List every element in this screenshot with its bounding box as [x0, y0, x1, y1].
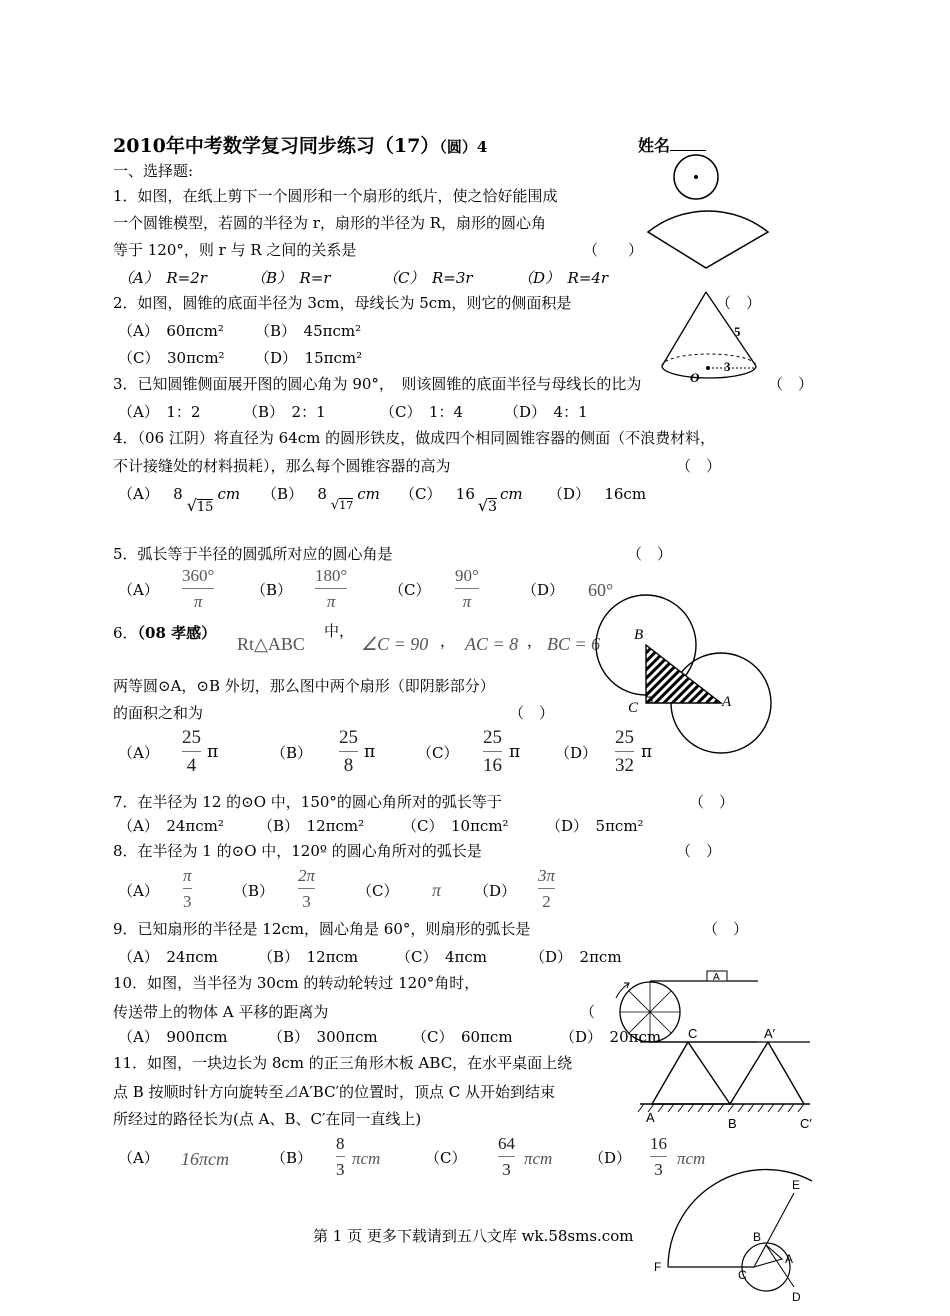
q5-b-num: 180° — [315, 566, 348, 585]
q5-option-c-label: （C） — [389, 581, 431, 599]
q3-option-c: （C） 1：4 — [380, 403, 464, 421]
q4-c-coef: 16 — [455, 485, 475, 503]
q8-option-c-label: （C） — [357, 882, 399, 900]
q4-c-unit: cm — [500, 485, 523, 503]
q11-option-a-label: （A） — [118, 1149, 159, 1167]
q12-label-b: B — [753, 1230, 762, 1244]
q2-slant-label: 5 — [734, 324, 741, 339]
q11-label-b: B — [728, 1116, 737, 1131]
q7-option-b: （B） 12πcm² — [258, 817, 365, 835]
q5-option-d-value: 60° — [588, 580, 614, 600]
q11-label-a: A — [646, 1110, 655, 1125]
q2-option-d: （D） 15πcm² — [255, 349, 363, 367]
q8-option-a-frac — [183, 867, 192, 910]
q11-option-b-frac — [336, 1135, 345, 1178]
q10-option-b: （B） 300πcm — [268, 1028, 378, 1046]
q10-paren: （ — [580, 1003, 596, 1021]
q11-label-c: C — [688, 1026, 698, 1041]
q6-c-den: 16 — [483, 755, 502, 776]
q1-option-b: （B） R=r — [251, 269, 331, 287]
q7-text: 7．在半径为 12 的⊙O 中，150°的圆心角所对的弧长等于 — [113, 793, 502, 811]
q1-line3: 等于 120°，则 r 与 R 之间的关系是 — [113, 241, 357, 259]
q3-option-d: （D） 4：1 — [504, 403, 588, 421]
q11-b-num: 8 — [336, 1134, 345, 1153]
q11-option-a-value: 16πcm — [181, 1149, 230, 1169]
q2-option-b: （B） 45πcm² — [255, 322, 362, 340]
q8-b-den: 3 — [302, 892, 311, 911]
q6-a-pi: π — [207, 742, 219, 762]
q6-d-den: 32 — [615, 755, 634, 776]
q2-radius-label: 3 — [724, 359, 731, 374]
title-main: 2010年中考数学复习同步练习（17） — [113, 135, 440, 157]
q8-d-den: 2 — [542, 892, 551, 911]
q6-source: （08 孝感） — [137, 624, 217, 642]
q4-b-label: （B） — [262, 485, 304, 503]
q11-d-num: 16 — [650, 1134, 667, 1153]
q6-option-c-frac — [483, 728, 502, 775]
q1-line2: 一个圆锥模型，若圆的半径为 r，扇形的半径为 R，扇形的圆心角 — [113, 214, 547, 232]
q2-option-c: （C） 30πcm² — [118, 349, 225, 367]
q6-option-a-frac — [182, 728, 201, 775]
q6-label-a: A — [722, 694, 732, 710]
q6-ac: AC = 8 — [465, 634, 519, 654]
q3-text: 3．已知圆锥侧面展开图的圆心角为 90°， 则该圆锥的底面半径与母线长的比为 — [113, 375, 642, 393]
q4-c-radicand: 3 — [488, 499, 498, 515]
q11-triangle-abc-prime — [730, 1042, 804, 1104]
q6-b-num: 25 — [339, 727, 358, 748]
q10-option-a: （A） 900πcm — [118, 1028, 228, 1046]
q10-line2: 传送带上的物体 A 平移的距离为 — [113, 1003, 329, 1021]
q6-option-b-frac — [339, 728, 358, 775]
q5-a-num: 360° — [182, 566, 215, 585]
q5-c-num: 90° — [455, 566, 479, 585]
q5-a-den: π — [193, 592, 203, 611]
q6-number — [113, 622, 216, 643]
q6-label-c: C — [628, 700, 639, 716]
q5-option-a-label: （A） — [118, 581, 159, 599]
q6-d-pi: π — [641, 742, 653, 762]
q4-line1: 4．（06 江阴）将直径为 64cm 的圆形铁皮，做成四个相同圆锥容器的侧面（不浪费材料， — [113, 429, 716, 447]
q6-comma-2: ， — [527, 632, 543, 650]
q11-label-aprime: A′ — [764, 1026, 776, 1041]
q11-c-num: 64 — [498, 1134, 515, 1153]
q4-b-radicand: 17 — [339, 499, 354, 512]
q9-option-d: （D） 2πcm — [530, 948, 622, 966]
q11-option-c-label: （C） — [425, 1149, 467, 1167]
q7-paren: （ ） — [689, 793, 735, 811]
q10-line1: 10．如图，当半径为 30cm 的转动轮转过 120°角时， — [113, 974, 480, 992]
q2-paren: （ ） — [716, 294, 762, 312]
q11-b-unit: πcm — [352, 1149, 381, 1168]
q12-label-a: A — [785, 1252, 794, 1266]
q1-option-c: （C） R=3r — [383, 269, 473, 287]
q4-b-unit: cm — [357, 485, 380, 503]
q7-option-d: （D） 5πcm² — [546, 817, 644, 835]
q4-a-radicand: 15 — [196, 500, 214, 515]
q11-option-b-label: （B） — [271, 1149, 313, 1167]
q4-a-unit: cm — [217, 485, 241, 503]
q1-line1: 1．如图，在纸上剪下一个圆形和一个扇形的纸片，使之恰好能围成 — [113, 187, 558, 205]
q12-label-c: C — [738, 1268, 747, 1282]
q11-label-cprime: C′ — [800, 1116, 812, 1131]
q6-rt-triangle: Rt△ABC — [237, 634, 305, 654]
q6-option-a-label: （A） — [118, 744, 159, 762]
q5-option-a-frac — [182, 567, 214, 610]
q6-d-num: 25 — [615, 727, 634, 748]
q12-label-d: D — [792, 1290, 801, 1304]
q11-d-unit: πcm — [677, 1149, 706, 1168]
q11-line3: 所经过的路径长为(点 A、B、C′在同一直线上) — [113, 1110, 422, 1128]
page-title — [113, 131, 487, 158]
q11-c-unit: πcm — [524, 1149, 553, 1168]
q5-text: 5．弧长等于半径的圆弧所对应的圆心角是 — [113, 545, 393, 563]
q5-c-den: π — [462, 592, 472, 611]
q11-option-d-frac — [650, 1135, 667, 1178]
q11-triangle-abc — [652, 1042, 730, 1104]
q8-option-b-label: （B） — [233, 882, 275, 900]
q8-option-a-label: （A） — [118, 882, 159, 900]
q6-label-b: B — [634, 627, 644, 643]
q10-option-c: （C） 60πcm — [412, 1028, 513, 1046]
q11-line1: 11．如图，一块边长为 8cm 的正三角形木板 ABC，在水平桌面上绕 — [113, 1054, 573, 1072]
q11-option-c-frac — [498, 1135, 515, 1178]
q6-option-d-label: （D） — [555, 744, 598, 762]
q11-line2: 点 B 按顺时针方向旋转至⊿A′BC′的位置时，顶点 C 从开始到结束 — [113, 1083, 555, 1101]
q11-c-den: 3 — [502, 1160, 511, 1179]
q9-option-c: （C） 4πcm — [396, 948, 488, 966]
q6-angle-c: ∠C = 90 — [361, 634, 429, 654]
q4-b-coef: 8 — [317, 485, 327, 503]
q1-cone-net-figure — [640, 150, 775, 275]
q8-a-num: π — [183, 866, 192, 885]
q2-option-a: （A） 60πcm² — [118, 322, 224, 340]
q10-option-d: （D） 20πcm — [560, 1028, 662, 1046]
q8-option-c-value: π — [432, 880, 442, 900]
q6-zhong: 中， — [324, 622, 355, 640]
q11-triangles-figure — [640, 1020, 820, 1130]
q4-line2: 不计接缝处的材料损耗），那么每个圆锥容器的高为 — [113, 457, 451, 475]
q5-option-b-label: （B） — [251, 581, 293, 599]
q5-b-den: π — [326, 592, 336, 611]
q2-cone-figure — [656, 290, 766, 385]
q6-c-pi: π — [509, 742, 521, 762]
q3-paren: （ ） — [768, 375, 814, 393]
q11-option-d-label: （D） — [589, 1149, 632, 1167]
q4-c-label: （C） — [400, 485, 442, 503]
q6-label: 6． — [113, 624, 138, 642]
q8-d-num: 3π — [538, 866, 556, 885]
q4-a-label: （A） — [118, 485, 159, 503]
q4-a-coef: 8 — [173, 485, 183, 503]
q6-bc: BC = 6 — [547, 634, 601, 654]
q6-comma-1: ， — [440, 632, 456, 650]
q10-object-label: A — [713, 972, 720, 983]
q6-line3: 的面积之和为 — [113, 704, 204, 722]
section-heading: 一、选择题: — [113, 162, 194, 180]
q7-option-c: （C） 10πcm² — [402, 817, 509, 835]
q11-b-den: 3 — [336, 1160, 345, 1179]
q9-option-a: （A） 24πcm — [118, 948, 218, 966]
q8-a-den: 3 — [183, 892, 192, 911]
q4-option-c: （C） 16√3cm — [400, 485, 523, 515]
q8-paren: （ ） — [676, 842, 722, 860]
name-label-text: 姓名 — [638, 136, 671, 155]
q5-option-c-frac — [455, 567, 479, 610]
q6-option-c-label: （C） — [417, 744, 459, 762]
q2-text: 2．如图，圆锥的底面半径为 3cm，母线长为 5cm，则它的侧面积是 — [113, 294, 572, 312]
q9-paren: （ ） — [703, 920, 749, 938]
q8-option-b-frac — [298, 867, 315, 910]
q8-text: 8．在半径为 1 的⊙O 中，120º 的圆心角所对的弧长是 — [113, 842, 482, 860]
q9-text: 9．已知扇形的半径是 12cm，圆心角是 60°，则扇形的弧长是 — [113, 920, 531, 938]
q2-center-label: O — [690, 370, 700, 385]
q6-a-den: 4 — [186, 755, 197, 776]
q6-option-b-label: （B） — [271, 744, 313, 762]
q12-label-e: E — [792, 1178, 801, 1192]
q1-paren: （ ） — [583, 241, 644, 259]
q6-b-pi: π — [364, 742, 376, 762]
q6-c-num: 25 — [483, 727, 502, 748]
q4-option-d — [548, 483, 646, 504]
q5-option-d-label: （D） — [522, 581, 565, 599]
q3-option-b: （B） 2：1 — [243, 403, 326, 421]
q7-option-a: （A） 24πcm² — [118, 817, 224, 835]
q1-sector — [648, 211, 768, 268]
q8-option-d-frac — [538, 867, 555, 910]
q6-a-num: 25 — [182, 727, 201, 748]
q8-b-num: 2π — [298, 866, 316, 885]
q3-option-a: （A） 1：2 — [118, 403, 201, 421]
q5-option-b-frac — [315, 567, 347, 610]
q12-semicircle-figure — [650, 1175, 825, 1305]
q4-option-b: （B） 8√17cm — [262, 485, 380, 513]
q6-b-den: 8 — [343, 755, 354, 776]
page-footer: 第 1 页 更多下载请到五八文库 wk.58sms.com — [313, 1227, 634, 1245]
q12-label-f: F — [654, 1260, 662, 1274]
q6-line2: 两等圆⊙A，⊙B 外切，那么图中两个扇形（即阴影部分） — [113, 677, 495, 695]
q4-paren: （ ） — [676, 457, 722, 475]
q4-option-a: （A） 8√15cm — [118, 485, 241, 515]
q9-option-b: （B） 12πcm — [258, 948, 359, 966]
q6-circles-figure — [600, 595, 770, 755]
q4-d-text: 16cm — [604, 485, 647, 503]
q11-d-den: 3 — [654, 1160, 663, 1179]
q8-option-d-label: （D） — [474, 882, 517, 900]
title-sub: （圆）4 — [439, 138, 488, 156]
q5-paren: （ ） — [627, 545, 673, 563]
q6-paren: （ ） — [509, 704, 555, 722]
q1-option-a: （A） R=2r — [118, 269, 207, 287]
q1-option-d: （D） R=4r — [518, 269, 609, 287]
q4-d-label: （D） — [548, 485, 591, 503]
